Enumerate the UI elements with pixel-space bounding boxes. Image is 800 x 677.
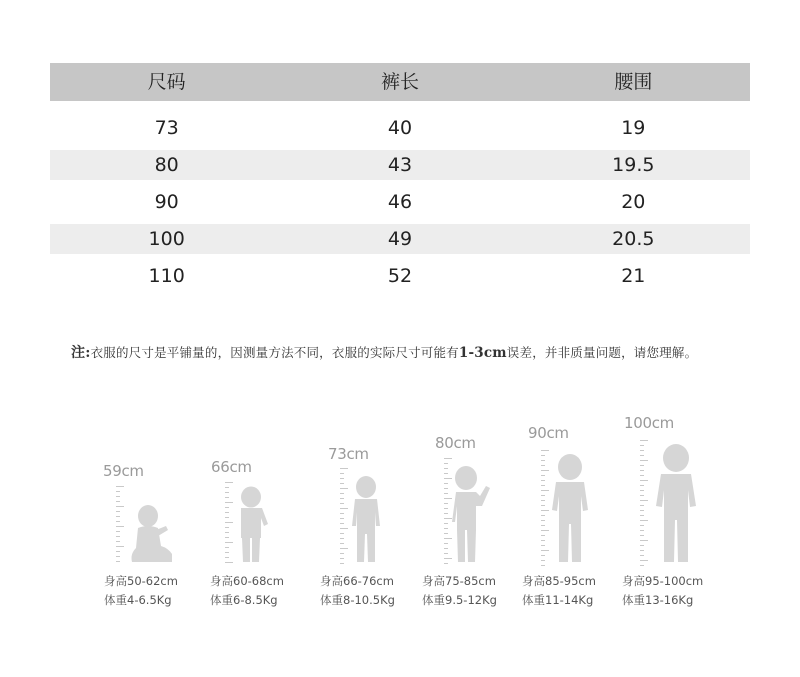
ruler-tick — [340, 528, 348, 529]
ruler-tick — [116, 521, 120, 522]
ruler-tick — [541, 510, 549, 511]
ruler-tick — [340, 513, 344, 514]
ruler-icon — [640, 440, 648, 566]
size-caption — [522, 572, 596, 610]
cell-size: 100 — [148, 228, 185, 250]
ruler-tick — [225, 537, 229, 538]
ruler-tick — [640, 535, 644, 536]
ruler-tick — [640, 520, 648, 521]
ruler-tick — [640, 475, 644, 476]
height-range: 身高66-76cm — [320, 574, 394, 588]
sitting-baby-icon — [128, 504, 176, 564]
ruler-tick — [640, 480, 648, 481]
ruler-tick — [640, 440, 648, 441]
child-standing-icon — [350, 476, 382, 564]
ruler-tick — [116, 486, 124, 487]
ruler-tick — [225, 532, 229, 533]
ruler-tick — [116, 501, 120, 502]
ruler-tick — [116, 531, 120, 532]
note-text-after: 误差，并非质量问题，请您理解。 — [506, 345, 698, 360]
height-label: 80cm — [435, 434, 476, 452]
cell-pants-length: 52 — [387, 265, 413, 287]
ruler-tick — [225, 542, 233, 543]
ruler-tick — [640, 470, 644, 471]
size-caption — [422, 572, 497, 610]
size-caption — [622, 572, 703, 610]
weight-range: 体重4-6.5Kg — [104, 593, 172, 607]
ruler-tick — [640, 460, 648, 461]
height-range: 身高85-95cm — [522, 574, 596, 588]
ruler-icon — [541, 450, 549, 566]
ruler-tick — [444, 503, 448, 504]
ruler-icon — [444, 458, 452, 566]
ruler-tick — [640, 465, 644, 466]
ruler-tick — [640, 505, 644, 506]
ruler-icon — [340, 468, 348, 566]
weight-range: 体重8-10.5Kg — [320, 593, 395, 607]
ruler-tick — [116, 491, 120, 492]
ruler-tick — [444, 538, 452, 539]
ruler-tick — [340, 538, 344, 539]
ruler-tick — [340, 498, 344, 499]
ruler-tick — [116, 546, 124, 547]
cell-pants-length: 49 — [387, 228, 413, 250]
ruler-tick — [116, 556, 120, 557]
weight-range: 体重11-14Kg — [522, 593, 594, 607]
ruler-tick — [541, 555, 545, 556]
size-caption — [320, 572, 395, 610]
ruler-tick — [340, 553, 344, 554]
ruler-tick — [340, 478, 344, 479]
weight-range: 体重13-16Kg — [622, 593, 694, 607]
height-label: 73cm — [328, 445, 369, 463]
header-pants-length: 裤长 — [380, 71, 419, 93]
height-label: 90cm — [528, 424, 569, 442]
ruler-tick — [225, 507, 229, 508]
ruler-tick — [340, 563, 344, 564]
ruler-icon — [116, 486, 124, 566]
ruler-tick — [340, 533, 344, 534]
ruler-tick — [225, 527, 229, 528]
weight-range: 体重6-8.5Kg — [210, 593, 278, 607]
ruler-tick — [541, 525, 545, 526]
ruler-tick — [640, 490, 644, 491]
cell-pants-length: 40 — [387, 117, 413, 139]
cell-waist: 20.5 — [612, 228, 655, 250]
ruler-icon — [225, 482, 233, 566]
size-table — [50, 63, 750, 291]
ruler-tick — [541, 565, 545, 566]
ruler-tick — [541, 545, 545, 546]
ruler-tick — [640, 515, 644, 516]
ruler-tick — [444, 478, 452, 479]
ruler-tick — [541, 550, 549, 551]
ruler-tick — [640, 495, 644, 496]
ruler-tick — [225, 547, 229, 548]
ruler-tick — [225, 502, 233, 503]
table-row — [50, 224, 750, 254]
ruler-tick — [225, 487, 229, 488]
ruler-tick — [444, 528, 448, 529]
note-tolerance: 1-3cm — [458, 345, 507, 361]
size-caption — [210, 572, 284, 610]
ruler-tick — [640, 540, 648, 541]
ruler-tick — [116, 526, 124, 527]
ruler-tick — [444, 558, 452, 559]
height-range: 身高75-85cm — [422, 574, 496, 588]
ruler-tick — [541, 500, 545, 501]
ruler-tick — [640, 485, 644, 486]
ruler-tick — [116, 536, 120, 537]
ruler-tick — [225, 492, 229, 493]
ruler-tick — [340, 523, 344, 524]
ruler-tick — [640, 525, 644, 526]
ruler-tick — [444, 488, 448, 489]
ruler-tick — [541, 530, 549, 531]
height-label: 100cm — [624, 414, 674, 432]
table-body — [50, 101, 750, 291]
ruler-tick — [444, 553, 448, 554]
ruler-tick — [225, 482, 233, 483]
height-range: 身高95-100cm — [622, 574, 704, 588]
ruler-tick — [444, 523, 448, 524]
ruler-tick — [640, 530, 644, 531]
ruler-tick — [340, 508, 348, 509]
ruler-tick — [444, 518, 452, 519]
ruler-tick — [116, 551, 120, 552]
ruler-tick — [225, 552, 229, 553]
ruler-tick — [541, 460, 545, 461]
ruler-tick — [340, 543, 344, 544]
ruler-tick — [444, 483, 448, 484]
cell-pants-length: 46 — [387, 191, 413, 213]
ruler-tick — [340, 483, 344, 484]
ruler-tick — [541, 455, 545, 456]
cell-size: 110 — [148, 265, 185, 287]
table-row — [50, 150, 750, 180]
ruler-tick — [444, 463, 448, 464]
ruler-tick — [541, 450, 549, 451]
ruler-tick — [116, 516, 120, 517]
ruler-tick — [541, 560, 545, 561]
height-label: 66cm — [211, 458, 252, 476]
cell-size: 73 — [154, 117, 179, 139]
height-label: 59cm — [103, 462, 144, 480]
ruler-tick — [340, 548, 348, 549]
ruler-tick — [541, 535, 545, 536]
ruler-tick — [444, 543, 448, 544]
ruler-tick — [541, 495, 545, 496]
ruler-tick — [640, 560, 648, 561]
ruler-tick — [444, 563, 448, 564]
header-size: 尺码 — [147, 71, 186, 93]
ruler-tick — [541, 490, 549, 491]
waving-child-icon — [452, 466, 492, 564]
ruler-tick — [640, 550, 644, 551]
ruler-tick — [116, 496, 120, 497]
ruler-tick — [225, 497, 229, 498]
ruler-tick — [444, 513, 448, 514]
ruler-tick — [541, 485, 545, 486]
ruler-tick — [116, 561, 120, 562]
ruler-tick — [541, 515, 545, 516]
ruler-tick — [541, 505, 545, 506]
ruler-tick — [444, 473, 448, 474]
table-row — [50, 187, 750, 217]
cell-size: 80 — [154, 154, 179, 176]
height-chart — [0, 400, 800, 630]
height-range: 身高50-62cm — [104, 574, 178, 588]
ruler-tick — [340, 558, 344, 559]
table-row — [50, 261, 750, 291]
ruler-tick — [340, 503, 344, 504]
ruler-tick — [225, 517, 229, 518]
note-text-before: 衣服的尺寸是平铺量的，因测量方法不同，衣服的实际尺寸可能有 — [90, 345, 459, 360]
ruler-tick — [444, 493, 448, 494]
ruler-tick — [541, 465, 545, 466]
ruler-tick — [340, 493, 344, 494]
cell-waist: 21 — [621, 265, 646, 287]
ruler-tick — [225, 557, 229, 558]
cell-waist: 20 — [621, 191, 646, 213]
ruler-tick — [640, 555, 644, 556]
ruler-tick — [541, 470, 549, 471]
cell-pants-length: 43 — [387, 154, 413, 176]
ruler-tick — [640, 450, 644, 451]
ruler-tick — [640, 500, 648, 501]
ruler-tick — [340, 468, 348, 469]
cell-waist: 19 — [621, 117, 646, 139]
ruler-tick — [444, 468, 448, 469]
measurement-note — [71, 342, 771, 362]
child-standing-icon — [550, 454, 590, 564]
ruler-tick — [541, 475, 545, 476]
ruler-tick — [116, 506, 124, 507]
ruler-tick — [541, 540, 545, 541]
ruler-tick — [116, 541, 120, 542]
ruler-tick — [225, 562, 233, 563]
ruler-tick — [116, 511, 120, 512]
ruler-tick — [541, 520, 545, 521]
height-range: 身高60-68cm — [210, 574, 284, 588]
ruler-tick — [444, 498, 452, 499]
ruler-tick — [640, 565, 644, 566]
size-caption — [104, 572, 178, 610]
ruler-tick — [541, 480, 545, 481]
ruler-tick — [444, 458, 452, 459]
ruler-tick — [640, 545, 644, 546]
ruler-tick — [444, 508, 448, 509]
ruler-tick — [444, 533, 448, 534]
table-row — [50, 113, 750, 143]
ruler-tick — [640, 455, 644, 456]
cell-waist: 19.5 — [612, 154, 655, 176]
ruler-tick — [225, 512, 229, 513]
cell-size: 90 — [154, 191, 179, 213]
toddler-icon — [236, 486, 272, 564]
ruler-tick — [444, 548, 448, 549]
ruler-tick — [640, 445, 644, 446]
table-header-row — [50, 63, 750, 101]
weight-range: 体重9.5-12Kg — [422, 593, 497, 607]
ruler-tick — [340, 473, 344, 474]
ruler-tick — [225, 522, 233, 523]
ruler-tick — [640, 510, 644, 511]
child-standing-icon — [654, 444, 698, 564]
ruler-tick — [340, 488, 348, 489]
header-waist: 腰围 — [614, 71, 653, 93]
ruler-tick — [340, 518, 344, 519]
note-prefix: 注: — [71, 345, 91, 361]
